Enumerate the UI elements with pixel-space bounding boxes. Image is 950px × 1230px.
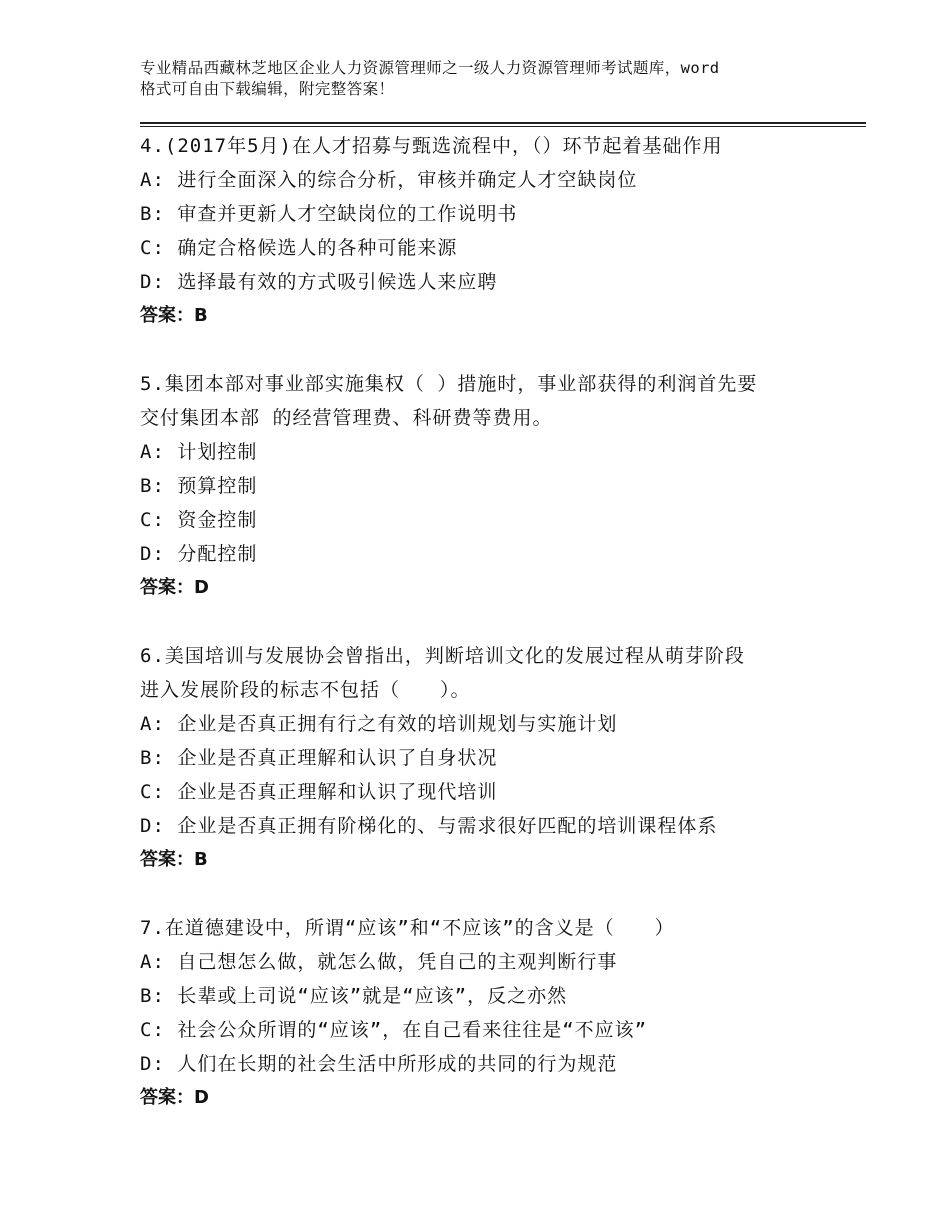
option-d: D: 分配控制 (140, 543, 258, 565)
option-b: B: 长辈或上司说“应该”就是“应该”，反之亦然 (140, 985, 568, 1007)
answer-label: 答案：D (140, 577, 209, 598)
option-a: A: 自己想怎么做，就怎么做，凭自己的主观判断行事 (140, 951, 618, 973)
question-7 (140, 911, 830, 1115)
question-stem-continued: 交付集团本部 的经营管理费、科研费等费用。 (140, 407, 553, 429)
answer-label: 答案：D (140, 1087, 209, 1108)
option-d: D: 企业是否真正拥有阶梯化的、与需求很好匹配的培训课程体系 (140, 815, 718, 837)
header-divider-thin (140, 126, 866, 127)
option-c: C: 社会公众所谓的“应该”，在自己看来往往是“不应该” (140, 1019, 648, 1041)
option-c: C: 确定合格候选人的各种可能来源 (140, 237, 458, 259)
header-line-2: 格式可自由下载编辑，附完整答案！ (140, 80, 395, 98)
option-a: A: 进行全面深入的综合分析，审核并确定人才空缺岗位 (140, 169, 638, 191)
option-a: A: 计划控制 (140, 441, 258, 463)
option-b: B: 预算控制 (140, 475, 258, 497)
question-stem-continued: 进入发展阶段的标志不包括（ ）。 (140, 679, 471, 701)
document-header (140, 58, 830, 100)
option-b: B: 企业是否真正理解和认识了自身状况 (140, 747, 498, 769)
question-stem: 6.美国培训与发展协会曾指出，判断培训文化的发展过程从萌芽阶段 (140, 645, 745, 667)
question-list (140, 129, 830, 1149)
question-stem: 4.(2017年5月)在人才招募与甄选流程中，（）环节起着基础作用 (140, 135, 723, 157)
question-5 (140, 367, 830, 605)
header-divider-thick (140, 122, 866, 124)
option-d: D: 选择最有效的方式吸引候选人来应聘 (140, 271, 498, 293)
option-c: C: 资金控制 (140, 509, 258, 531)
question-6 (140, 639, 830, 877)
question-stem: 5.集团本部对事业部实施集权（ ）措施时，事业部获得的利润首先要 (140, 373, 758, 395)
question-stem: 7.在道德建设中，所谓“应该”和“不应该”的含义是（ ） (140, 917, 675, 939)
option-d: D: 人们在长期的社会生活中所形成的共同的行为规范 (140, 1053, 618, 1075)
header-line-1: 专业精品西藏林芝地区企业人力资源管理师之一级人力资源管理师考试题库，word (140, 59, 720, 77)
option-c: C: 企业是否真正理解和认识了现代培训 (140, 781, 498, 803)
answer-label: 答案：B (140, 849, 208, 870)
question-4 (140, 129, 830, 333)
option-b: B: 审查并更新人才空缺岗位的工作说明书 (140, 203, 518, 225)
answer-label: 答案：B (140, 305, 208, 326)
option-a: A: 企业是否真正拥有行之有效的培训规划与实施计划 (140, 713, 618, 735)
